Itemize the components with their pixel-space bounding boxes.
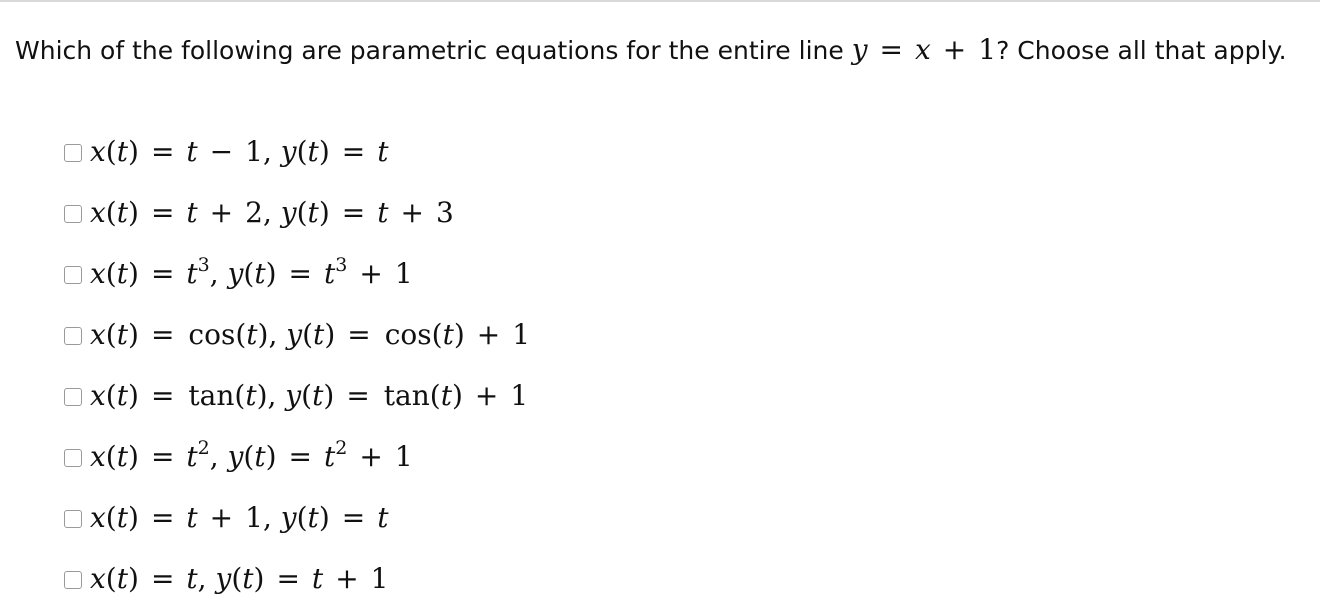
option-equation bbox=[90, 437, 413, 473]
math-paren: ) bbox=[451, 379, 463, 412]
math-paren: ) bbox=[128, 440, 139, 473]
math-equals: = bbox=[150, 379, 175, 412]
math-var: x bbox=[90, 501, 106, 534]
math-var: t bbox=[116, 257, 128, 290]
math-var: t bbox=[116, 379, 128, 412]
math-var: t bbox=[442, 318, 454, 351]
math-paren: ( bbox=[105, 501, 117, 534]
math-var: t bbox=[186, 135, 198, 168]
math-number: 3 bbox=[435, 196, 454, 229]
math-var: t bbox=[440, 379, 452, 412]
option-equation bbox=[90, 318, 530, 351]
math-var: t bbox=[186, 257, 198, 290]
math-paren: ( bbox=[235, 318, 247, 351]
math-equals: = bbox=[346, 379, 370, 412]
math-var: y bbox=[285, 379, 302, 412]
math-var: t bbox=[186, 501, 198, 534]
math-operator: + bbox=[335, 562, 359, 595]
math-paren: ) bbox=[128, 318, 139, 351]
math-equals: = bbox=[341, 135, 366, 168]
math-function: cos bbox=[188, 318, 236, 351]
math-var: t bbox=[324, 257, 336, 290]
math-var: t bbox=[313, 318, 325, 351]
math-operator: + bbox=[400, 196, 424, 229]
option-checkbox[interactable] bbox=[64, 510, 82, 528]
option-equation bbox=[90, 501, 388, 534]
math-function: cos bbox=[384, 318, 432, 351]
answer-option-1[interactable] bbox=[64, 121, 530, 182]
option-equation bbox=[90, 196, 454, 229]
math-comma: , bbox=[267, 379, 286, 412]
math-paren: ( bbox=[234, 379, 246, 412]
math-operator: + bbox=[209, 501, 234, 534]
math-equals: = bbox=[276, 562, 300, 595]
math-number: 1 bbox=[510, 379, 529, 412]
option-equation bbox=[90, 254, 413, 290]
math-var: x bbox=[90, 440, 106, 473]
math-var: t bbox=[307, 135, 319, 168]
math-exponent: 2 bbox=[197, 437, 210, 459]
math-operator: + bbox=[359, 440, 383, 473]
math-number: 1 bbox=[370, 562, 389, 595]
answer-option-7[interactable] bbox=[64, 487, 530, 548]
math-equals: = bbox=[150, 257, 175, 290]
answer-option-8[interactable] bbox=[64, 548, 530, 609]
option-equation bbox=[90, 562, 388, 595]
math-number: 2 bbox=[245, 196, 263, 229]
math-var: x bbox=[90, 318, 106, 351]
question-plus: + bbox=[942, 33, 967, 66]
math-var: t bbox=[116, 135, 128, 168]
option-checkbox[interactable] bbox=[64, 327, 82, 345]
answer-options bbox=[64, 121, 530, 609]
math-var: t bbox=[324, 440, 336, 473]
math-equals: = bbox=[347, 318, 371, 351]
math-paren: ) bbox=[318, 501, 330, 534]
question-text: Which of the following are parametric equations for the entire line bbox=[15, 36, 852, 65]
math-equals: = bbox=[288, 440, 313, 473]
answer-option-2[interactable] bbox=[64, 182, 530, 243]
question-one: 1 bbox=[978, 33, 997, 66]
math-comma: , bbox=[262, 501, 281, 534]
math-number: 1 bbox=[512, 318, 531, 351]
math-paren: ( bbox=[105, 257, 117, 290]
math-comma: , bbox=[262, 196, 281, 229]
option-checkbox[interactable] bbox=[64, 449, 82, 467]
math-paren: ) bbox=[318, 196, 330, 229]
math-var: t bbox=[311, 562, 324, 595]
math-paren: ( bbox=[105, 318, 117, 351]
math-var: t bbox=[116, 562, 128, 595]
math-var: t bbox=[377, 196, 389, 229]
math-var: t bbox=[242, 562, 254, 595]
math-operator: + bbox=[209, 196, 234, 229]
math-var: x bbox=[90, 135, 106, 168]
question-equals: = bbox=[879, 33, 903, 66]
math-paren: ( bbox=[302, 318, 314, 351]
answer-option-6[interactable] bbox=[64, 426, 530, 487]
math-var: t bbox=[377, 135, 389, 168]
math-var: x bbox=[90, 196, 106, 229]
math-comma: , bbox=[262, 135, 281, 168]
math-comma: , bbox=[197, 562, 216, 595]
math-var: t bbox=[186, 196, 198, 229]
math-var: t bbox=[254, 257, 266, 290]
math-comma: , bbox=[209, 257, 228, 290]
math-var: y bbox=[227, 257, 244, 290]
math-equals: = bbox=[150, 501, 175, 534]
math-paren: ( bbox=[301, 379, 313, 412]
math-paren: ) bbox=[318, 135, 330, 168]
math-operator: + bbox=[476, 318, 501, 351]
math-equals: = bbox=[150, 440, 175, 473]
math-var: t bbox=[312, 379, 324, 412]
math-paren: ) bbox=[128, 135, 139, 168]
option-checkbox[interactable] bbox=[64, 571, 82, 589]
math-equals: = bbox=[150, 196, 175, 229]
math-var: t bbox=[254, 440, 266, 473]
option-equation bbox=[90, 135, 388, 168]
math-paren: ( bbox=[296, 135, 308, 168]
question-var-x: x bbox=[914, 33, 931, 66]
answer-option-4[interactable] bbox=[64, 304, 530, 365]
option-checkbox[interactable] bbox=[64, 388, 82, 406]
math-number: 1 bbox=[394, 440, 413, 473]
math-paren: ( bbox=[105, 440, 117, 473]
math-paren: ) bbox=[128, 501, 139, 534]
answer-option-5[interactable] bbox=[64, 365, 530, 426]
math-equals: = bbox=[341, 501, 366, 534]
math-var: t bbox=[186, 562, 198, 595]
math-var: x bbox=[90, 379, 106, 412]
math-var: x bbox=[90, 562, 106, 595]
math-equals: = bbox=[341, 196, 366, 229]
math-paren: ) bbox=[253, 562, 265, 595]
math-paren: ) bbox=[323, 379, 335, 412]
option-checkbox[interactable] bbox=[64, 266, 82, 284]
math-var: t bbox=[377, 501, 389, 534]
math-number: 1 bbox=[394, 257, 413, 290]
math-paren: ) bbox=[256, 379, 268, 412]
math-paren: ( bbox=[243, 257, 255, 290]
option-equation bbox=[90, 379, 528, 412]
math-paren: ( bbox=[429, 379, 441, 412]
option-checkbox[interactable] bbox=[64, 144, 82, 162]
math-var: y bbox=[215, 562, 232, 595]
math-paren: ( bbox=[105, 379, 117, 412]
math-equals: = bbox=[288, 257, 313, 290]
math-paren: ) bbox=[128, 196, 139, 229]
math-exponent: 2 bbox=[335, 437, 348, 459]
math-paren: ) bbox=[128, 257, 139, 290]
math-var: t bbox=[245, 379, 257, 412]
math-var: t bbox=[307, 501, 319, 534]
answer-option-3[interactable] bbox=[64, 243, 530, 304]
question-prompt bbox=[15, 30, 1287, 71]
top-divider bbox=[0, 0, 1320, 2]
math-paren: ( bbox=[243, 440, 255, 473]
math-number: 1 bbox=[245, 501, 263, 534]
math-paren: ) bbox=[324, 318, 336, 351]
question-var-y: y bbox=[851, 33, 868, 66]
math-comma: , bbox=[268, 318, 287, 351]
math-operator: − bbox=[209, 135, 234, 168]
math-function: tan bbox=[188, 379, 235, 412]
math-paren: ( bbox=[296, 196, 308, 229]
option-checkbox[interactable] bbox=[64, 205, 82, 223]
question-equation bbox=[852, 33, 996, 66]
math-number: 1 bbox=[245, 135, 263, 168]
math-paren: ( bbox=[231, 562, 243, 595]
math-operator: + bbox=[359, 257, 383, 290]
math-exponent: 3 bbox=[197, 254, 210, 276]
math-equals: = bbox=[150, 318, 175, 351]
math-comma: , bbox=[209, 440, 228, 473]
math-paren: ) bbox=[257, 318, 269, 351]
math-var: y bbox=[280, 135, 297, 168]
math-paren: ( bbox=[431, 318, 443, 351]
math-paren: ) bbox=[128, 562, 139, 595]
math-var: y bbox=[280, 501, 297, 534]
math-paren: ) bbox=[453, 318, 465, 351]
math-paren: ( bbox=[105, 562, 117, 595]
math-function: tan bbox=[383, 379, 430, 412]
math-equals: = bbox=[150, 562, 175, 595]
math-var: t bbox=[116, 501, 128, 534]
math-var: y bbox=[227, 440, 244, 473]
question-suffix: ? Choose all that apply. bbox=[996, 36, 1287, 65]
math-var: y bbox=[280, 196, 297, 229]
math-paren: ( bbox=[105, 196, 117, 229]
math-var: x bbox=[90, 257, 106, 290]
math-paren: ) bbox=[128, 379, 139, 412]
math-paren: ) bbox=[265, 440, 277, 473]
math-var: t bbox=[307, 196, 319, 229]
math-paren: ( bbox=[105, 135, 117, 168]
math-paren: ( bbox=[296, 501, 308, 534]
math-equals: = bbox=[150, 135, 175, 168]
math-operator: + bbox=[474, 379, 499, 412]
math-var: t bbox=[246, 318, 258, 351]
math-exponent: 3 bbox=[335, 254, 348, 276]
math-var: t bbox=[116, 318, 128, 351]
math-var: y bbox=[286, 318, 303, 351]
math-var: t bbox=[116, 196, 128, 229]
math-var: t bbox=[186, 440, 198, 473]
math-paren: ) bbox=[265, 257, 277, 290]
math-var: t bbox=[116, 440, 128, 473]
